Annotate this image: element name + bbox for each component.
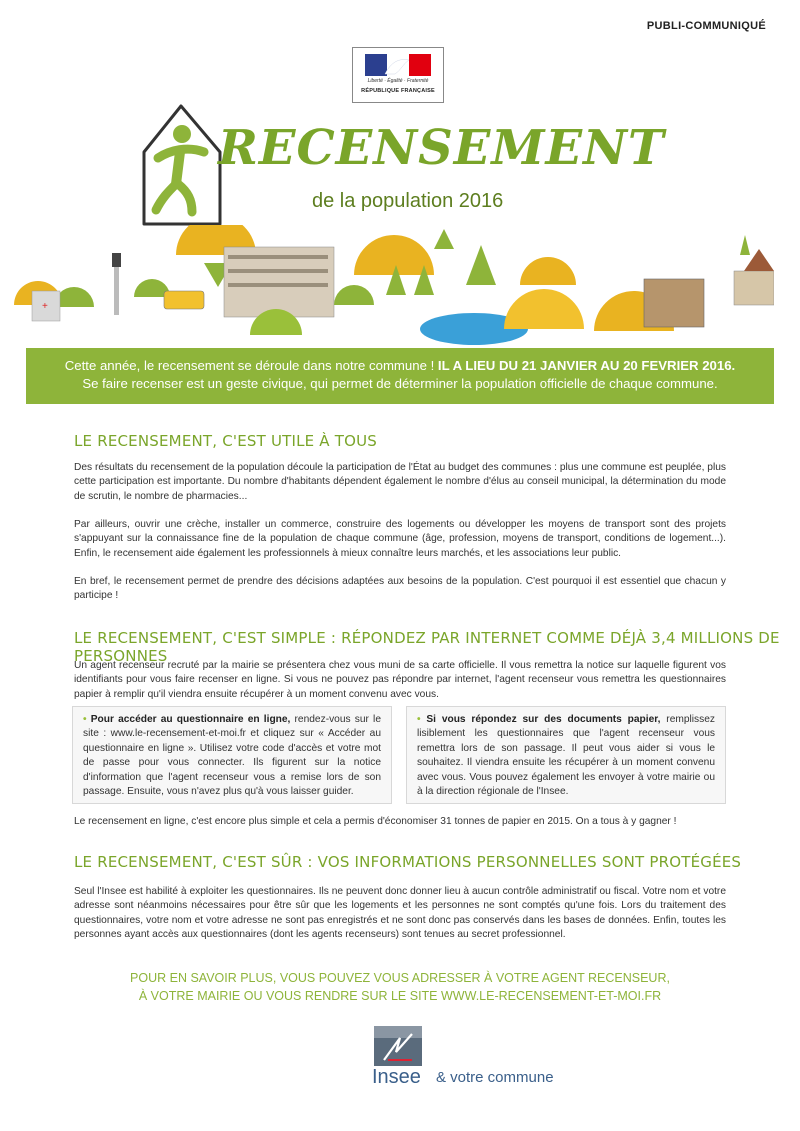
online-instructions-lead: Pour accéder au questionnaire en ligne, <box>90 714 291 725</box>
dates-banner <box>26 348 774 404</box>
publi-communique-label: PUBLI-COMMUNIQUÉ <box>646 20 766 32</box>
house-figure-logo <box>136 100 226 228</box>
banner-civic-line: Se faire recenser est un geste civique, qui permet de déterminer la population officielle de chaque commune. <box>82 376 718 391</box>
online-instructions-box <box>72 706 392 804</box>
insee-logo-icon <box>374 1026 422 1066</box>
insee-wordmark: Insee <box>372 1066 421 1088</box>
paper-instructions-text: remplissez lisiblement les questionnaires que l'agent recenseur vous remettra lors de son passage. Il peut vous aider si vous le souhaitez. Il viendra ensuite les récupérer à un moment convenu avec vous. Vous pouvez également les envoyer à votre mairie ou à la direction régionale de l'Insee. <box>417 714 715 798</box>
banner-dates: IL A LIEU DU 21 JANVIER AU 20 FEVRIER 2016. <box>437 358 736 373</box>
bullet-icon: • <box>83 714 87 725</box>
tricolor-flag-icon <box>365 54 431 76</box>
marianne-motto: Liberté · Égalité · Fraternité <box>367 78 429 84</box>
section-simple-paragraph-2: Le recensement en ligne, c'est encore plus simple et cela a permis d'économiser 31 tonnes de papier en 2015. On a tous à y gagner ! <box>74 816 677 827</box>
marianne-logo <box>352 47 444 103</box>
section-utile-paragraph-2: Par ailleurs, ouvrir une crèche, installer un commerce, construire des logements ou développer les moyens de transport sont des projets s'appuyant sur la connaissance fine de la population de chaque commune (âge, profession, moyens de transport, conditions de logement...). Enfin, le recensement aide également les professionnels à mieux connaître leurs marchés, et les associations leur public. <box>74 519 726 559</box>
hero-subtitle: de la population 2016 <box>312 190 504 212</box>
section-simple-heading: LE RECENSEMENT, C'EST SIMPLE : RÉPONDEZ PAR INTERNET COMME DÉJÀ 3,4 MILLIONS DE PERSONNES <box>74 629 780 665</box>
section-utile-paragraph-1: Des résultats du recensement de la population découle la participation de l'État au budget des communes : plus une commune est peuplée, plus cette participation est importante. Du nombre d'habitants dépendent également le nombre d'élus au conseil municipal, la détermination du mode de scrutin, le nombre de pharmacies... <box>74 462 726 502</box>
more-info-line-1: POUR EN SAVOIR PLUS, VOUS POUVEZ VOUS ADRESSER À VOTRE AGENT RECENSEUR, <box>130 971 670 985</box>
more-info-line-2: À VOTRE MAIRIE OU VOUS RENDRE SUR LE SITE WWW.LE-RECENSEMENT-ET-MOI.FR <box>138 989 662 1003</box>
section-sur-paragraph: Seul l'Insee est habilité à exploiter les questionnaires. Ils ne peuvent donc donner lieu à aucun contrôle administratif ou fiscal. Votre nom et votre adresse sont néanmoins nécessaires pour être sûr que les logements et les personnes ne sont comptés qu'une fois. Lors du traitement des questionnaires, votre nom et votre adresse ne sont pas enregistrés et ne sont donc pas conservés dans les bases de données. Enfin, toutes les personnes ayant accès aux questionnaires (dont les agents recenseurs) sont tenues au secret professionnel. <box>74 886 726 941</box>
votre-commune-label: & votre commune <box>436 1069 554 1086</box>
town-illustration <box>14 225 774 355</box>
more-info-callout <box>60 969 740 1005</box>
section-utile-paragraph-3: En bref, le recensement permet de prendre des décisions adaptées aux besoins de la population. C'est pourquoi il est essentiel que chacun y participe ! <box>74 576 726 602</box>
paper-instructions-box <box>406 706 726 804</box>
section-utile-heading: LE RECENSEMENT, C'EST UTILE À TOUS <box>74 432 378 450</box>
section-simple-paragraph-1: Un agent recenseur recruté par la mairie se présentera chez vous muni de sa carte officielle. Il vous remettra la notice sur laquelle figurent vos identifiants pour vous faire recenser en ligne. Si vous ne pouvez pas répondre par internet, l'agent recenseur vous remettra les questionnaires papier à remplir qu'il viendra ensuite récupérer à un moment convenu avec vous. <box>74 660 726 700</box>
online-instructions-text: rendez-vous sur le site : www.le-recensement-et-moi.fr et cliquez sur « Accéder au questionnaire en ligne ». Utilisez votre code d'accès et votre mot de passe pour vous connecter. Ils figurent sur la notice d'information que l'agent recenseur vous a remise lors de son passage. Ensuite, vous n'avez plus qu'à vous laisser guider. <box>83 714 381 798</box>
section-sur-heading: LE RECENSEMENT, C'EST SÛR : VOS INFORMATIONS PERSONNELLES SONT PROTÉGÉES <box>74 853 742 871</box>
hero-title: RECENSEMENT <box>218 120 665 176</box>
svg-text:+: + <box>42 301 48 312</box>
bullet-icon: • <box>417 714 421 725</box>
republique-francaise-label: RÉPUBLIQUE FRANÇAISE <box>361 88 435 94</box>
paper-instructions-lead: Si vous répondez sur des documents papier, <box>426 714 661 725</box>
banner-intro: Cette année, le recensement se déroule dans notre commune ! <box>64 358 438 373</box>
